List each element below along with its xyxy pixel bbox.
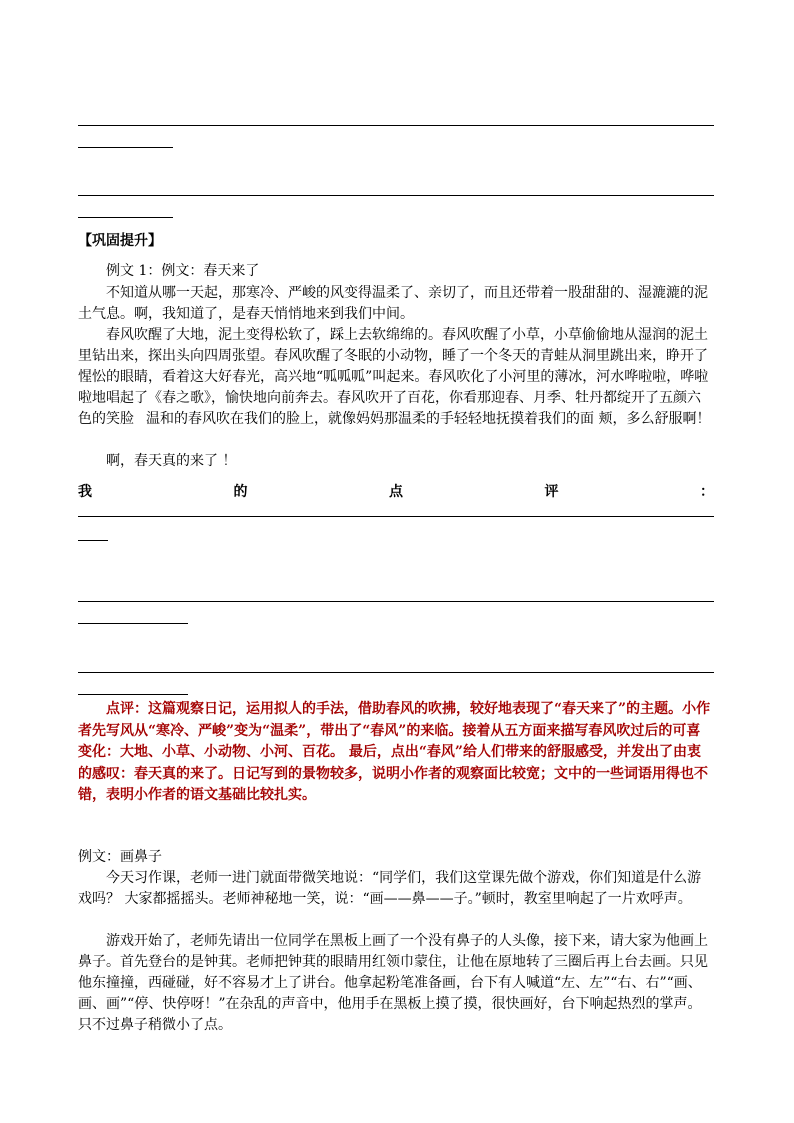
my-comment-prompt — [78, 482, 714, 503]
prompt-char: ： — [700, 484, 714, 500]
writing-line — [78, 516, 714, 517]
section-heading: 【巩固提升】 — [78, 233, 162, 249]
example2-paragraph-2: 游戏开始了，老师先请出一位同学在黑板上画了一个没有鼻子的人头像，接下来，请大家为他画上鼻子。首先登台的是钟萁。老师把钟萁的眼睛用红领巾蒙住，让他在原地转了三圈后再上台去画。只见他东撞撞，西碰碰，好不容易才上了讲台。他拿起粉笔准备画，台下有人喊道“左、左”“右、右”“画、画、画”“停、快停呀！”在杂乱的声音中，他用手在黑板上摸了摸，很快画好，台下响起热烈的掌声。只不过鼻子稍微小了点。 — [78, 933, 708, 1033]
example1-closing: 啊，春天真的来了 ！ — [106, 453, 237, 469]
writing-line-short — [78, 147, 173, 148]
prompt-char: 评 — [544, 484, 559, 500]
writing-line — [78, 125, 714, 126]
writing-line — [78, 672, 714, 673]
writing-line-short — [78, 623, 188, 624]
example1-title: 例文 1：例文：春天来了 — [106, 263, 260, 279]
review-text: 点评：这篇观察日记，运用拟人的手法，借助春风的吹拂，较好地表现了“春天来了”的主题。小作者先写风从“寒冷、严峻”变为“温柔”，带出了“春风”的来临。接着从五方面来描写春风吹过后的可喜变化：大地、小草、小动物、小河、百花。 最后，点出“春风”给人们带来的舒服感受，并发出了由衷的感叹：春天真的来了。日记写到的景物较多，说明小作者的观察面比较宽；文中的一些词语用得也不 错，表明小作者的语文基础比较扎实。 — [78, 701, 711, 803]
prompt-char: 的 — [233, 484, 248, 500]
example2-title: 例文：画鼻子 — [78, 849, 162, 865]
writing-line — [78, 195, 714, 196]
example1-paragraph-2-text: 春风吹醒了大地，泥土变得松软了，踩上去软绵绵的。春风吹醒了小草，小草偷偷地从湿润的泥土里钻出来，探出头向四周张望。春风吹醒了冬眠的小动物，睡了一个冬天的青蛙从洞里跳出来，睁开了惺忪的眼睛，看着这大好春光，高兴地“呱呱呱”叫起来。春风吹化了小河里的薄冰，河水哗啦啦，哗啦啦地唱起了《春之歌》，愉快地向前奔去。春风吹开了百花，你看那迎春、月季、牡丹都绽开了五颜六色的笑脸 — [78, 327, 709, 427]
prompt-char: 我 — [78, 484, 92, 500]
example1-paragraph-2-tail: 温和的春风吹在我们的脸上，就像妈妈那温柔的手轻轻地抚摸着我们的面 颊，多么舒服啊！ — [146, 411, 711, 427]
writing-line-short — [78, 540, 108, 541]
example2-paragraph-1: 今天习作课，老师一进门就面带微笑地说：“同学们，我们这堂课先做个游戏，你们知道是什么游戏吗？ 大家都摇摇头。老师神秘地一笑，说：“画——鼻——子。”顿时，教室里响起了一片欢呼声。 — [78, 870, 702, 907]
example1-paragraph-1: 不知道从哪一天起，那寒冷、严峻的风变得温柔了、亲切了，而且还带着一股甜甜的、湿漉漉的泥土气息。啊，我知道了，是春天悄悄地来到我们中间。 — [78, 285, 708, 322]
example1-paragraph-2 — [78, 325, 714, 430]
writing-line-short — [78, 217, 173, 218]
writing-line-short — [78, 694, 188, 695]
writing-line — [78, 601, 714, 602]
prompt-char: 点 — [389, 484, 403, 500]
